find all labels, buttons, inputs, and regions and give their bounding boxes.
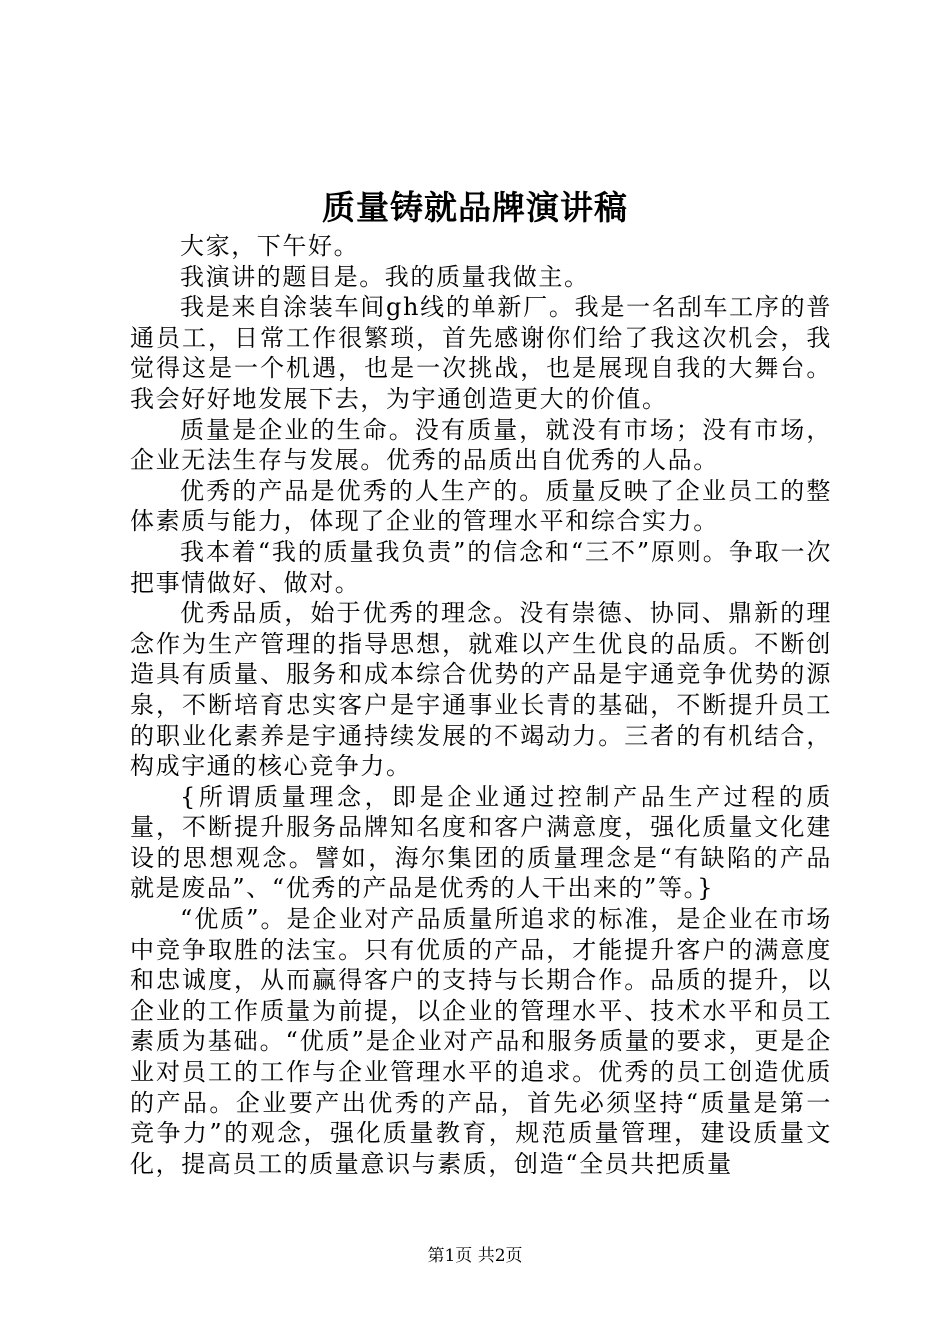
document-title: 质量铸就品牌演讲稿	[322, 188, 628, 227]
paragraph-quality-philosophy: 优秀品质，始于优秀的理念。没有崇德、协同、鼎新的理念作为生产管理的指导思想，就难以产生优良的品质。不断创造具有质量、服务和成本综合优势的产品是宇通竞争优势的源泉，不断培育忠实客户是宇通事业长青的基础，不断提升员工的职业化素养是宇通持续发展的不竭动力。三者的有机结合，构成宇通的核心竞争力。	[130, 599, 832, 781]
paragraph-introduction: 我是来自涂装车间gh线的单新厂。我是一名刮车工序的普通员工，日常工作很繁琐，首先感谢你们给了我这次机会，我觉得这是一个机遇，也是一次挑战，也是展现自我的大舞台。我会好好地发展下去，为宇通创造更大的价值。	[130, 293, 832, 413]
paragraph-excellent-products: 优秀的产品是优秀的人生产的。质量反映了企业员工的整体素质与能力，体现了企业的管理水平和综合实力。	[130, 476, 832, 536]
paragraph-high-quality: “优质”。是企业对产品质量所追求的标准，是企业在市场中竞争取胜的法宝。只有优质的产品，才能提升客户的满意度和忠诚度，从而赢得客户的支持与长期合作。品质的提升，以企业的工作质量为前提，以企业的管理水平、技术水平和员工素质为基础。“优质”是企业对产品和服务质量的要求，更是企业对员工的工作与企业管理水平的追求。优秀的员工创造优质的产品。企业要产出优秀的产品，首先必须坚持“质量是第一竞争力”的观念，强化质量教育，规范质量管理，建设质量文化，提高员工的质量意识与素质，创造“全员共把质量	[130, 905, 832, 1178]
page-number-footer: 第1页 共2页	[427, 1246, 523, 1266]
paragraph-topic: 我演讲的题目是。我的质量我做主。	[180, 262, 590, 291]
document-body	[130, 231, 832, 1179]
paragraph-quality-life: 质量是企业的生命。没有质量，就没有市场；没有市场，企业无法生存与发展。优秀的品质出自优秀的人品。	[130, 415, 832, 475]
paragraph-quality-concept: {所谓质量理念，即是企业通过控制产品生产过程的质量，不断提升服务品牌知名度和客户满意度，强化质量文化建设的思想观念。譬如，海尔集团的质量理念是“有缺陷的产品就是废品”、“优秀的产品是优秀的人干出来的”等。}	[130, 782, 832, 903]
paragraph-greeting: 大家，下午好。	[180, 232, 360, 260]
paragraph-belief: 我本着“我的质量我负责”的信念和“三不”原则。争取一次把事情做好、做对。	[130, 537, 832, 597]
